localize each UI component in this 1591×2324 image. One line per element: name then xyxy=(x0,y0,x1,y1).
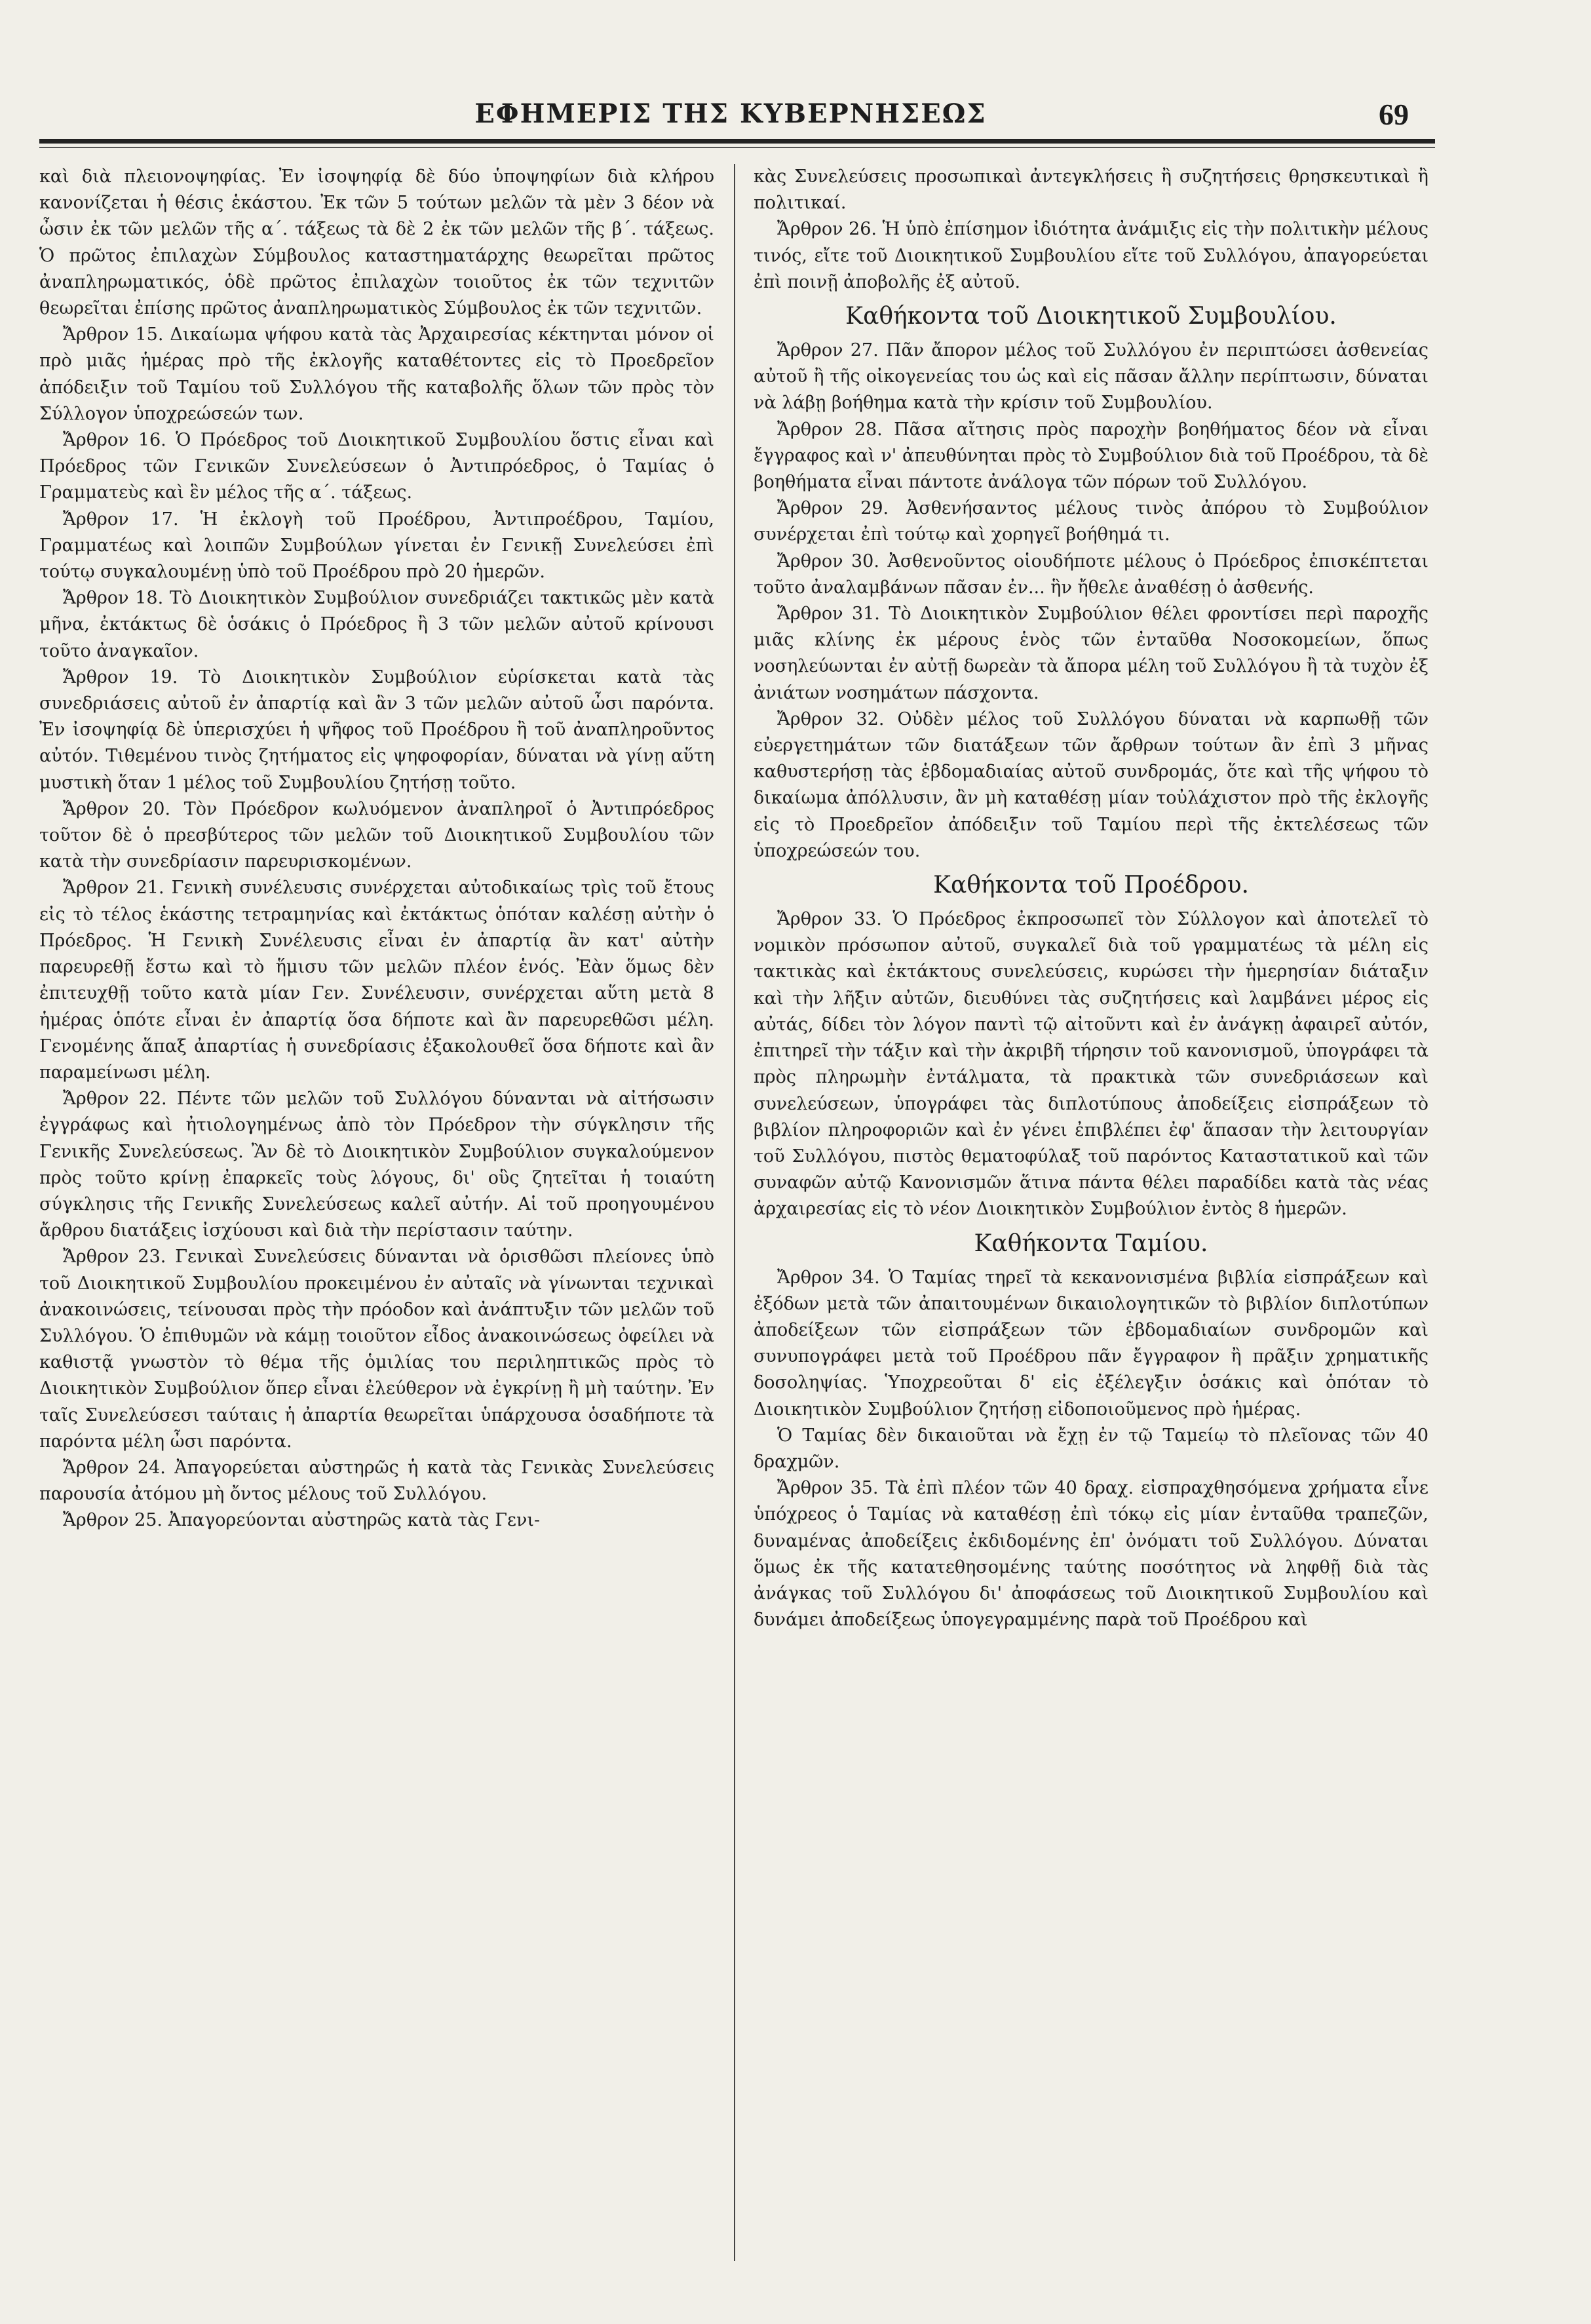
article-22: Ἄρθρον 22. Πέντε τῶν μελῶν τοῦ Συλλόγου δύνανται νὰ αἰτήσωσιν ἐγγράφως καὶ ἠτιολογημένως ἀπὸ τὸν Πρόεδρον τὴν σύγκλησιν τῆς Γενικῆς Συνελεύσεως. Ἂν δὲ τὸ Διοικητικὸν Συμβούλιον συγκαλούμενον πρὸς τοῦτο κρίνῃ ἐπαρκεῖς τοὺς λόγους, δι' οὓς ζητεῖται ἡ τοιαύτη σύγκλησις τῆς Γενικῆς Συνελεύσεως καλεῖ αὐτήν. Αἱ τοῦ προηγουμένου ἄρθρου διατάξεις ἰσχύουσι καὶ διὰ τὴν περίστασιν ταύτην. xyxy=(39,1089,714,1241)
article-16: Ἄρθρον 16. Ὁ Πρόεδρος τοῦ Διοικητικοῦ Συμβουλίου ὅστις εἶναι καὶ Πρόεδρος τῶν Γενικῶν Συνελεύσεων ὁ Ἀντιπρόεδρος, ὁ Ταμίας ὁ Γραμματεὺς καὶ ἓν μέλος τῆς α΄. τάξεως. xyxy=(39,430,714,503)
article-30: Ἄρθρον 30. Ἀσθενοῦντος οἱουδήποτε μέλους ὁ Πρόεδρος ἐπισκέπτεται τοῦτο ἀναλαμβάνων πᾶσαν ἐν... ἣν ἤθελε ἀναθέσῃ ὁ ἀσθενής. xyxy=(754,551,1428,598)
article-20: Ἄρθρον 20. Τὸν Πρόεδρον κωλυόμενον ἀναπληροῖ ὁ Ἀντιπρόεδρος τοῦτον δὲ ὁ πρεσβύτερος τῶν μελῶν τοῦ Διοικητικοῦ Συμβουλίου τῶν κατὰ τὴν συνεδρίασιν παρευρισκομένων. xyxy=(39,798,714,872)
article-26: Ἄρθρον 26. Ἡ ὑπὸ ἐπίσημον ἰδιότητα ἀνάμιξις εἰς τὴν πολιτικὴν μέλους τινός, εἴτε τοῦ Διοικητικοῦ Συμβουλίου εἴτε τοῦ Συλλόγου, ἀπαγορεύεται ἐπὶ ποινῇ ἀποβολῆς ἐξ αὐτοῦ. xyxy=(754,219,1428,292)
column-divider xyxy=(734,164,735,2261)
section-heading-president-duties: Καθήκοντα τοῦ Προέδρου. xyxy=(933,872,1249,899)
treasurer-limit: Ὁ Ταμίας δὲν δικαιοῦται νὰ ἔχῃ ἐν τῷ Ταμείῳ τὸ πλεῖονας τῶν 40 δραχμῶν. xyxy=(754,1425,1428,1472)
text-columns xyxy=(39,164,1435,2281)
article-21: Ἄρθρον 21. Γενικὴ συνέλευσις συνέρχεται αὐτοδικαίως τρὶς τοῦ ἔτους εἰς τὸ τέλος ἑκάστης τετραμηνίας καὶ ἐκτάκτως ὁπόταν καλέσῃ αὐτὴν ὁ Πρόεδρος. Ἡ Γενικὴ Συνέλευσις εἶναι ἐν ἀπαρτίᾳ ἂν κατ' αὐτὴν παρευρεθῇ ἔστω καὶ τὸ ἥμισυ τῶν μελῶν πλέον ἑνός. Ἐὰν ὅμως δὲν ἐπιτευχθῇ τοῦτο κατὰ μίαν Γεν. Συνέλευσιν, συνέρχεται αὕτη μετὰ 8 ἡμέρας ὁπότε εἶναι ἐν ἀπαρτίᾳ ὅσα δήποτε καὶ ἂν παρευρεθῶσι μέλη. Γενομένης ἅπαξ ἀπαρτίας ἡ συνεδρίασις ἐξακολουθεῖ ὅσα δήποτε καὶ ἂν παραμείνωσι μέλη. xyxy=(39,878,714,1083)
article-33: Ἄρθρον 33. Ὁ Πρόεδρος ἐκπροσωπεῖ τὸν Σύλλογον καὶ ἀποτελεῖ τὸ νομικὸν πρόσωπον αὐτοῦ, συγκαλεῖ διὰ τοῦ γραμματέως τὰ μέλη εἰς τακτικὰς καὶ ἐκτάκτους συνελεύσεις, κυρώσει τὴν ἡμερησίαν διάταξιν καὶ τὴν λῆξιν αὐτῶν, διευθύνει τὰς συζητήσεις καὶ λαμβάνει μέρος εἰς αὐτάς, δίδει τὸν λόγον παντὶ τῷ αἰτοῦντι καὶ ἐν ἀνάγκῃ ἀφαιρεῖ αὐτόν, ἐπιτηρεῖ τὴν τάξιν καὶ τὴν ἀκριβῆ τήρησιν τοῦ κανονισμοῦ, ὑπογράφει τὰ πρὸς πληρωμὴν ἐντάλματα, τὰ πρακτικὰ τῶν συνεδριάσεων καὶ συνελεύσεων, ὑπογράφει τὰς διπλοτύπους ἀποδείξεις εἰσπράξεων τὸ βιβλίον πληροφοριῶν καὶ ἐν γένει ἐπιβλέπει ἐφ' ἅπασαν τὴν λειτουργίαν τοῦ Συλλόγου, πιστὸς θεματοφύλαξ τοῦ παρόντος Καταστατικοῦ καὶ τῶν συναφῶν αὐτῷ Κανονισμῶν ἅτινα πάντα θέλει παραδίδει κατὰ τὰς νέας ἀρχαιρεσίας εἰς τὸ νέον Διοικητικὸν Συμβούλιον ἐντὸς 8 ἡμερῶν. xyxy=(754,909,1428,1220)
page-number: 69 xyxy=(1379,98,1409,131)
article-17: Ἄρθρον 17. Ἡ ἐκλογὴ τοῦ Προέδρου, Ἀντιπροέδρου, Ταμίου, Γραμματέως καὶ λοιπῶν Συμβούλων γίνεται ἐν Γενικῇ Συνελεύσει ἐπὶ τούτῳ συγκαλουμένῃ ὑπὸ τοῦ Προέδρου πρὸ 20 ἡμερῶν. xyxy=(39,509,714,583)
article-18: Ἄρθρον 18. Τὸ Διοικητικὸν Συμβούλιον συνεδριάζει τακτικῶς μὲν κατὰ μῆνα, ἐκτάκτως δὲ ὁσάκις ὁ Πρόεδρος ἢ 3 τῶν μελῶν αὐτοῦ κρίνουσι τοῦτο ἀναγκαῖον. xyxy=(39,588,714,661)
article-35: Ἄρθρον 35. Τὰ ἐπὶ πλέον τῶν 40 δραχ. εἰσπραχθησόμενα χρήματα εἶνε ὑπόχρεος ὁ Ταμίας νὰ καταθέσῃ ἐπὶ τόκῳ εἰς μίαν ἐνταῦθα τραπεζῶν, δυναμένας ἀποδείξεις ἐκδιδομένης ἐπ' ὀνόματι τοῦ Συλλόγου. Δύναται ὅμως ἐκ τῆς κατατεθησομένης ταύτης ποσότητος νὰ ληφθῇ διὰ τὰς ἀνάγκας τοῦ Συλλόγου δι' ἀποφάσεως τοῦ Διοικητικοῦ Συμβουλίου καὶ δυνάμει ἀποδείξεως ὑπογεγραμμένης παρὰ τοῦ Προέδρου καὶ xyxy=(754,1478,1428,1631)
article-31: Ἄρθρον 31. Τὸ Διοικητικὸν Συμβούλιον θέλει φροντίσει περὶ παροχῆς μιᾶς κλίνης ἐκ μέρους ἑνὸς τῶν ἐνταῦθα Νοσοκομείων, ὅπως νοσηλεύωνται ἐν αὐτῇ δωρεὰν τὰ ἄπορα μέλη τοῦ Συλλόγου ἢ τὰ τυχὸν ἐξ ἀνιάτων νοσημάτων πάσχοντα. xyxy=(754,604,1428,703)
page-header xyxy=(39,98,1422,140)
article-15: Ἄρθρον 15. Δικαίωμα ψήφου κατὰ τὰς Ἀρχαιρεσίας κέκτηνται μόνον οἱ πρὸ μιᾶς ἡμέρας πρὸ τῆς ἐκλογῆς καταθέτοντες εἰς τὸ Προεδρεῖον ἀπόδειξιν τοῦ Ταμίου τοῦ Συλλόγου τῆς καταβολῆς ὅλων τῶν πρὸς τὸν Σύλλογον ὑποχρεώσεών των. xyxy=(39,324,714,424)
article-34: Ἄρθρον 34. Ὁ Ταμίας τηρεῖ τὰ κεκανονισμένα βιβλία εἰσπράξεων καὶ ἐξόδων μετὰ τῶν ἀπαιτουμένων δικαιολογητικῶν τὸ βιβλίον διπλοτύπων ἀποδείξεων τῶν εἰσπράξεων τῶν ἑβδομαδιαίων συνδρομῶν καὶ συνυπογράφει μετὰ τοῦ Προέδρου πᾶν ἔγγραφον ἢ πρᾶξιν χρηματικῆς δοσοληψίας. Ὑποχρεοῦται δ' εἰς ἐξέλεγξιν ὁσάκις καὶ ὁπόταν τὸ Διοικητικὸν Συμβούλιον ζητήσῃ εἰδοποιοῦμενος πρὸ ἡμέρας. xyxy=(754,1267,1428,1420)
section-heading-board-duties: Καθήκοντα τοῦ Διοικητικοῦ Συμβουλίου. xyxy=(845,303,1337,330)
right-column xyxy=(754,164,1428,2281)
article-25-continued: κὰς Συνελεύσεις προσωπικαὶ ἀντεγκλήσεις ἢ συζητήσεις θρησκευτικαὶ ἢ πολιτικαί. xyxy=(754,166,1428,214)
article-19: Ἄρθρον 19. Τὸ Διοικητικὸν Συμβούλιον εὑρίσκεται κατὰ τὰς συνεδριάσεις αὐτοῦ ἐν ἀπαρτίᾳ καὶ ἂν 3 τῶν μελῶν αὐτοῦ ὦσι παρόντα. Ἐν ἰσοψηφίᾳ δὲ ὑπερισχύει ἡ ψῆφος τοῦ Προέδρου ἢ τοῦ ἀναπληροῦντος αὐτόν. Τιθεμένου τινὸς ζητήματος εἰς ψηφοφορίαν, δύναται νὰ γίνῃ αὕτη μυστικὴ ὅταν 1 μέλος τοῦ Συμβουλίου ζητήσῃ τοῦτο. xyxy=(39,667,714,793)
header-rule-thin xyxy=(39,147,1435,148)
article-28: Ἄρθρον 28. Πᾶσα αἴτησις πρὸς παροχὴν βοηθήματος δέον νὰ εἶναι ἔγγραφος καὶ ν' ἀπευθύνηται πρὸς τὸ Συμβούλιον διὰ τοῦ Προέδρου, τὰ δὲ βοηθήματα εἶναι πάντοτε ἀνάλογα τῶν πόρων τοῦ Συλλόγου. xyxy=(754,419,1428,493)
article-29: Ἄρθρον 29. Ἀσθενήσαντος μέλους τινὸς ἀπόρου τὸ Συμβούλιον συνέρχεται ἐπὶ τούτῳ καὶ χορηγεῖ βοήθημά τι. xyxy=(754,498,1428,545)
header-rule xyxy=(39,139,1435,144)
left-column xyxy=(39,164,714,2281)
article-27: Ἄρθρον 27. Πᾶν ἄπορον μέλος τοῦ Συλλόγου ἐν περιπτώσει ἀσθενείας αὐτοῦ ἢ τῆς οἰκογενείας του ὡς καὶ εἰς πᾶσαν ἄλλην περίπτωσιν, δύναται νὰ λάβῃ βοήθημα κατὰ τὴν κρίσιν τοῦ Συμβουλίου. xyxy=(754,340,1428,414)
article-25: Ἄρθρον 25. Ἀπαγορεύονται αὐστηρῶς κατὰ τὰς Γενι- xyxy=(63,1510,541,1531)
article-paragraph: καὶ διὰ πλειονοψηφίας. Ἐν ἰσοψηφίᾳ δὲ δύο ὑποψηφίων διὰ κλήρου κανονίζεται ἡ θέσις ἑκάστου. Ἐκ τῶν 5 τούτων μελῶν τὰ μὲν 3 δέον νὰ ὦσιν ἐκ τῶν μελῶν τῆς α΄. τάξεως τὰ δὲ 2 ἐκ τῶν μελῶν τῆς β΄. τάξεως. Ὁ πρῶτος ἐπιλαχὼν Σύμβουλος καταστηματάρχης θεωρεῖται πρῶτος ἀναπληρωματικός, ὁδὲ πρῶτος ἐπιλαχὼν τοιοῦτος ἐκ τῶν τεχνιτῶν θεωρεῖται ἐπίσης πρῶτος ἀναπληρωματικὸς Σύμβουλος ἐκ τῶν τεχνιτῶν. xyxy=(39,166,714,319)
gazette-title: ΕΦΗΜΕΡΙΣ ΤΗΣ ΚΥΒΕΡΝΗΣΕΩΣ xyxy=(474,98,987,129)
article-23: Ἄρθρον 23. Γενικαὶ Συνελεύσεις δύνανται νὰ ὁρισθῶσι πλείονες ὑπὸ τοῦ Διοικητικοῦ Συμβουλίου προκειμένου ἐν αὐταῖς νὰ γίνωνται τεχνικαὶ ἀνακοινώσεις, τείνουσαι πρὸς τὴν πρόοδον καὶ ἀνάπτυξιν τῶν μελῶν τοῦ Συλλόγου. Ὁ ἐπιθυμῶν νὰ κάμῃ τοιοῦτον εἶδος ἀνακοινώσεως ὀφείλει νὰ καθιστᾷ γνωστὸν τὸ θέμα τῆς ὁμιλίας του περιληπτικῶς πρὸς τὸ Διοικητικὸν Συμβούλιον ὅπερ εἶναι ἐλεύθερον νὰ ἐγκρίνῃ ἢ μὴ ταύτην. Ἐν ταῖς Συνελεύσεσι ταύταις ἡ ἀπαρτία θεωρεῖται ὑπάρχουσα ὁσαδήποτε τὰ παρόντα μέλη ὦσι παρόντα. xyxy=(39,1247,714,1452)
article-32: Ἄρθρον 32. Οὐδὲν μέλος τοῦ Συλλόγου δύναται νὰ καρπωθῇ τῶν εὐεργετημάτων τῶν διατάξεων τῶν ἄρθρων τούτων ἂν ἐπὶ 3 μῆνας καθυστερήσῃ τὰς ἑβδομαδιαίας αὐτοῦ συνδρομάς, ὅτε καὶ τῆς ψήφου τὸ δικαίωμα ἀπόλλυσιν, ἂν μὴ καταθέσῃ μίαν τοὐλάχιστον πρὸ τῆς ἐκλογῆς εἰς τὸ Προεδρεῖον ἀπόδειξιν τοῦ Ταμίου περὶ τῆς ἐκτελέσεως τῶν ὑποχρεώσεών του. xyxy=(754,708,1428,861)
section-heading-treasurer-duties: Καθήκοντα Ταμίου. xyxy=(974,1230,1208,1257)
article-24: Ἄρθρον 24. Ἀπαγορεύεται αὐστηρῶς ἡ κατὰ τὰς Γενικὰς Συνελεύσεις παρουσία ἀτόμου μὴ ὄντος μέλους τοῦ Συλλόγου. xyxy=(39,1457,714,1505)
